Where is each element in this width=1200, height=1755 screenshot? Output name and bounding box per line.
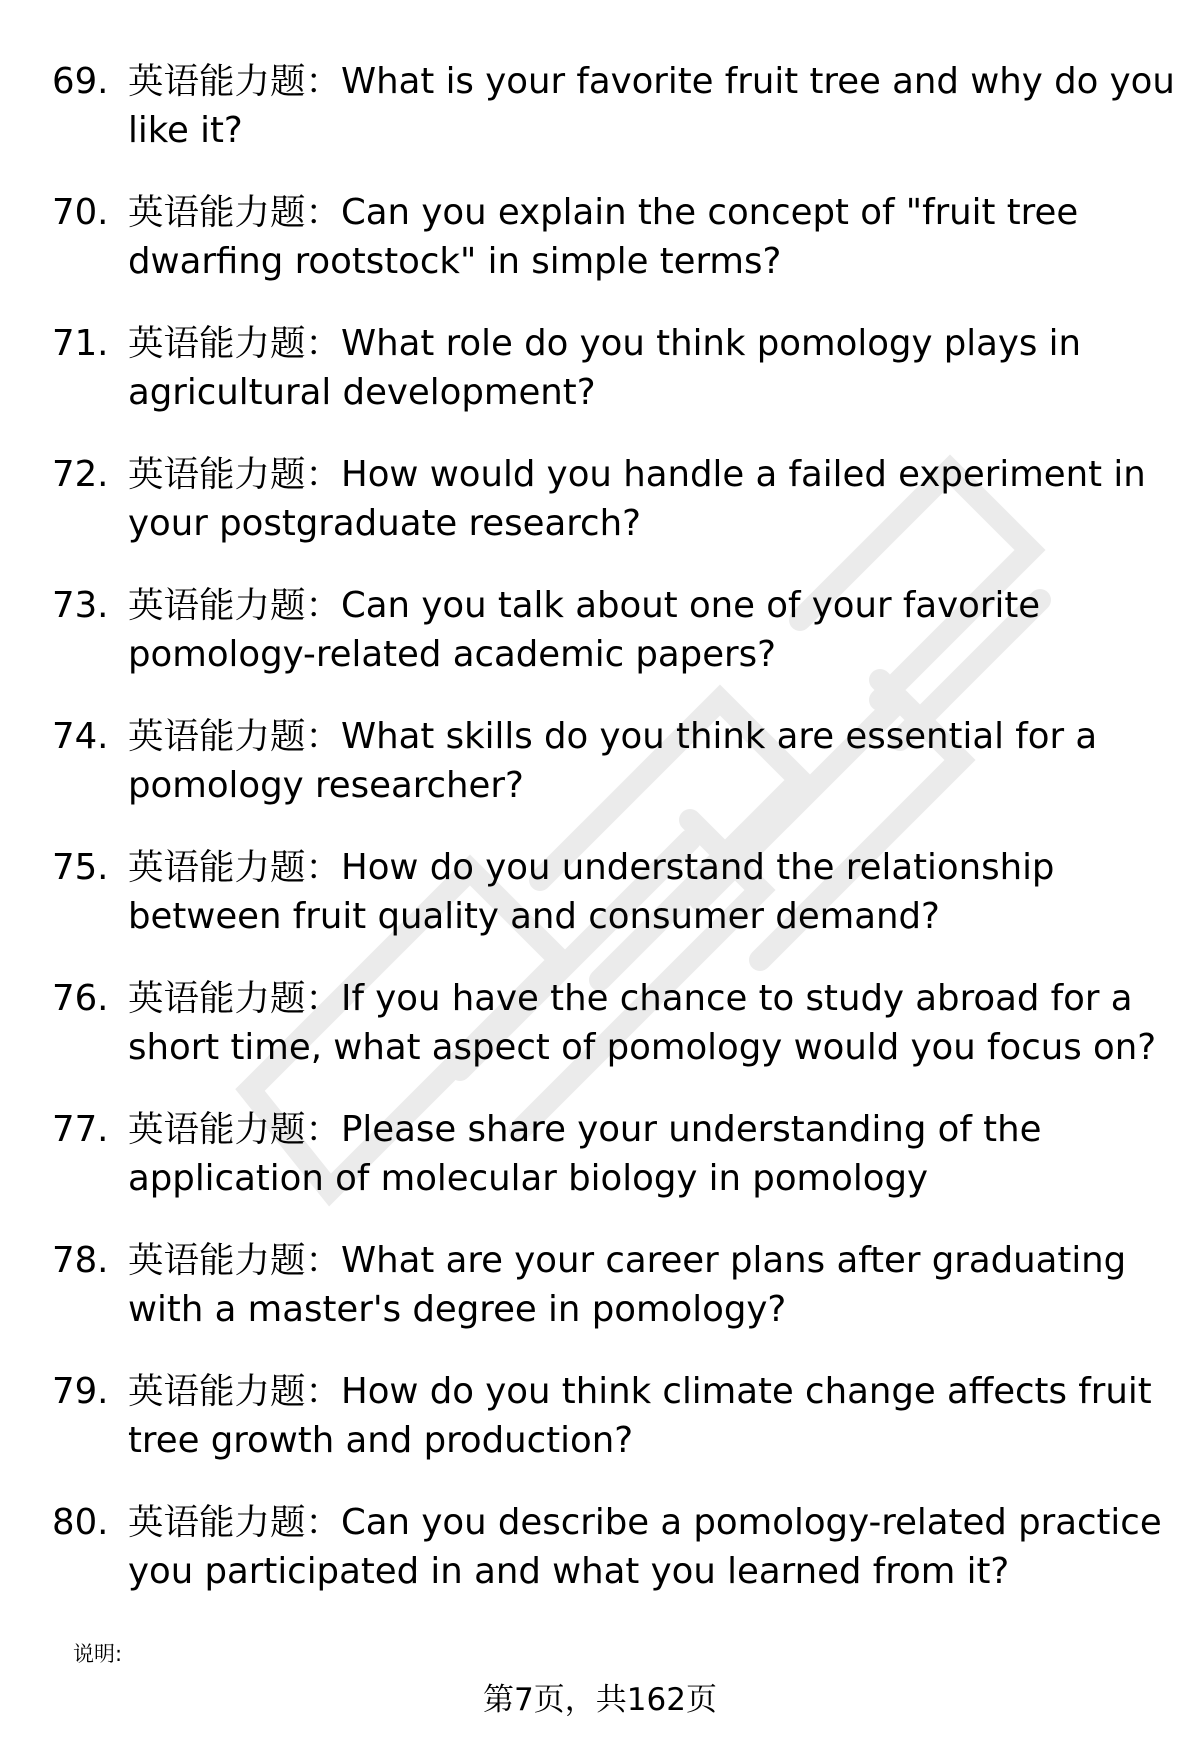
- question-line-2: your postgraduate research?: [128, 502, 641, 544]
- question-line1-text: How do you think climate change affects fruit: [341, 1371, 1152, 1412]
- question-text: [128, 1499, 1200, 1596]
- question-prefix: 英语能力题：: [128, 978, 342, 1019]
- question-line-2: between fruit quality and consumer demand?: [128, 895, 940, 937]
- question-line-1: [128, 320, 1200, 369]
- question-item: [52, 975, 1162, 1106]
- question-text: [128, 451, 1200, 548]
- question-text: [128, 1237, 1200, 1334]
- question-item: [52, 320, 1162, 451]
- question-text: [128, 713, 1200, 810]
- question-text: [128, 1106, 1200, 1203]
- question-line1-text: What are your career plans after graduating: [341, 1240, 1127, 1281]
- question-prefix: 英语能力题：: [128, 192, 342, 233]
- question-item: [52, 189, 1162, 320]
- question-item: [52, 713, 1162, 844]
- question-item: [52, 582, 1162, 713]
- question-line-2: application of molecular biology in pomology: [128, 1157, 928, 1199]
- question-prefix: 英语能力题：: [128, 1240, 342, 1281]
- question-prefix: 英语能力题：: [128, 1371, 342, 1412]
- question-item: [52, 58, 1175, 189]
- question-prefix: 英语能力题：: [128, 323, 342, 364]
- question-number: 76.: [52, 978, 109, 1019]
- question-list: [52, 58, 1175, 1630]
- question-line-1: [128, 1499, 1200, 1548]
- question-line1-text: How do you understand the relationship: [341, 847, 1055, 888]
- question-line-2: dwarfing rootstock" in simple terms?: [128, 240, 782, 282]
- question-prefix: 英语能力题：: [128, 585, 342, 626]
- question-line1-text: Can you describe a pomology-related practice: [341, 1502, 1162, 1543]
- question-number: 77.: [52, 1109, 109, 1150]
- question-line1-text: Please share your understanding of the: [341, 1109, 1042, 1150]
- question-prefix: 英语能力题：: [128, 1109, 342, 1150]
- question-prefix: 英语能力题：: [128, 1502, 342, 1543]
- question-text: [128, 582, 1200, 679]
- question-line-1: [128, 582, 1200, 631]
- question-number: 78.: [52, 1240, 109, 1281]
- question-line-1: [128, 189, 1200, 238]
- question-item: [52, 1106, 1162, 1237]
- question-number: 70.: [52, 192, 109, 233]
- question-line1-text: What is your favorite fruit tree and why do you: [341, 61, 1175, 102]
- question-prefix: 英语能力题：: [128, 61, 342, 102]
- question-line-2: agricultural development?: [128, 371, 596, 413]
- question-item: [52, 1368, 1162, 1499]
- question-line-2: pomology-related academic papers?: [128, 633, 776, 675]
- question-line1-text: How would you handle a failed experiment in: [341, 454, 1146, 495]
- question-item: [52, 1237, 1162, 1368]
- question-text: [128, 189, 1200, 286]
- question-text: [128, 58, 1200, 155]
- question-prefix: 英语能力题：: [128, 454, 342, 495]
- question-line-2: tree growth and production?: [128, 1419, 634, 1461]
- question-line-1: [128, 844, 1200, 893]
- question-line-1: [128, 451, 1200, 500]
- question-text: [128, 320, 1200, 417]
- question-line-2: like it?: [128, 109, 243, 151]
- question-text: [128, 844, 1200, 941]
- question-number: 73.: [52, 585, 109, 626]
- question-number: 72.: [52, 454, 109, 495]
- question-line-1: [128, 1237, 1200, 1286]
- question-line1-text: What role do you think pomology plays in: [341, 323, 1082, 364]
- question-line-1: [128, 58, 1200, 107]
- question-line-2: with a master's degree in pomology?: [128, 1288, 787, 1330]
- question-line-1: [128, 1368, 1200, 1417]
- page-footer: 第7页，共162页: [483, 1682, 717, 1718]
- question-line1-text: Can you explain the concept of "fruit tree: [341, 192, 1079, 233]
- question-line-2: short time, what aspect of pomology would you focus on?: [128, 1026, 1157, 1068]
- question-line-1: [128, 975, 1200, 1024]
- question-item: [52, 844, 1162, 975]
- question-item: [52, 1499, 1162, 1630]
- question-line-1: [128, 713, 1200, 762]
- note-label: 说明:: [73, 1642, 123, 1666]
- question-number: 75.: [52, 847, 109, 888]
- question-number: 79.: [52, 1371, 109, 1412]
- question-line-2: you participated in and what you learned from it?: [128, 1550, 1010, 1592]
- question-number: 80.: [52, 1502, 109, 1543]
- question-line1-text: What skills do you think are essential for a: [341, 716, 1098, 757]
- question-line1-text: Can you talk about one of your favorite: [341, 585, 1041, 626]
- question-number: 71.: [52, 323, 109, 364]
- question-number: 69.: [52, 61, 109, 102]
- question-item: [52, 451, 1162, 582]
- question-prefix: 英语能力题：: [128, 716, 342, 757]
- question-text: [128, 1368, 1200, 1465]
- question-line1-text: If you have the chance to study abroad for a: [341, 978, 1133, 1019]
- question-line-1: [128, 1106, 1200, 1155]
- question-number: 74.: [52, 716, 109, 757]
- question-line-2: pomology researcher?: [128, 764, 524, 806]
- question-text: [128, 975, 1200, 1072]
- question-prefix: 英语能力题：: [128, 847, 342, 888]
